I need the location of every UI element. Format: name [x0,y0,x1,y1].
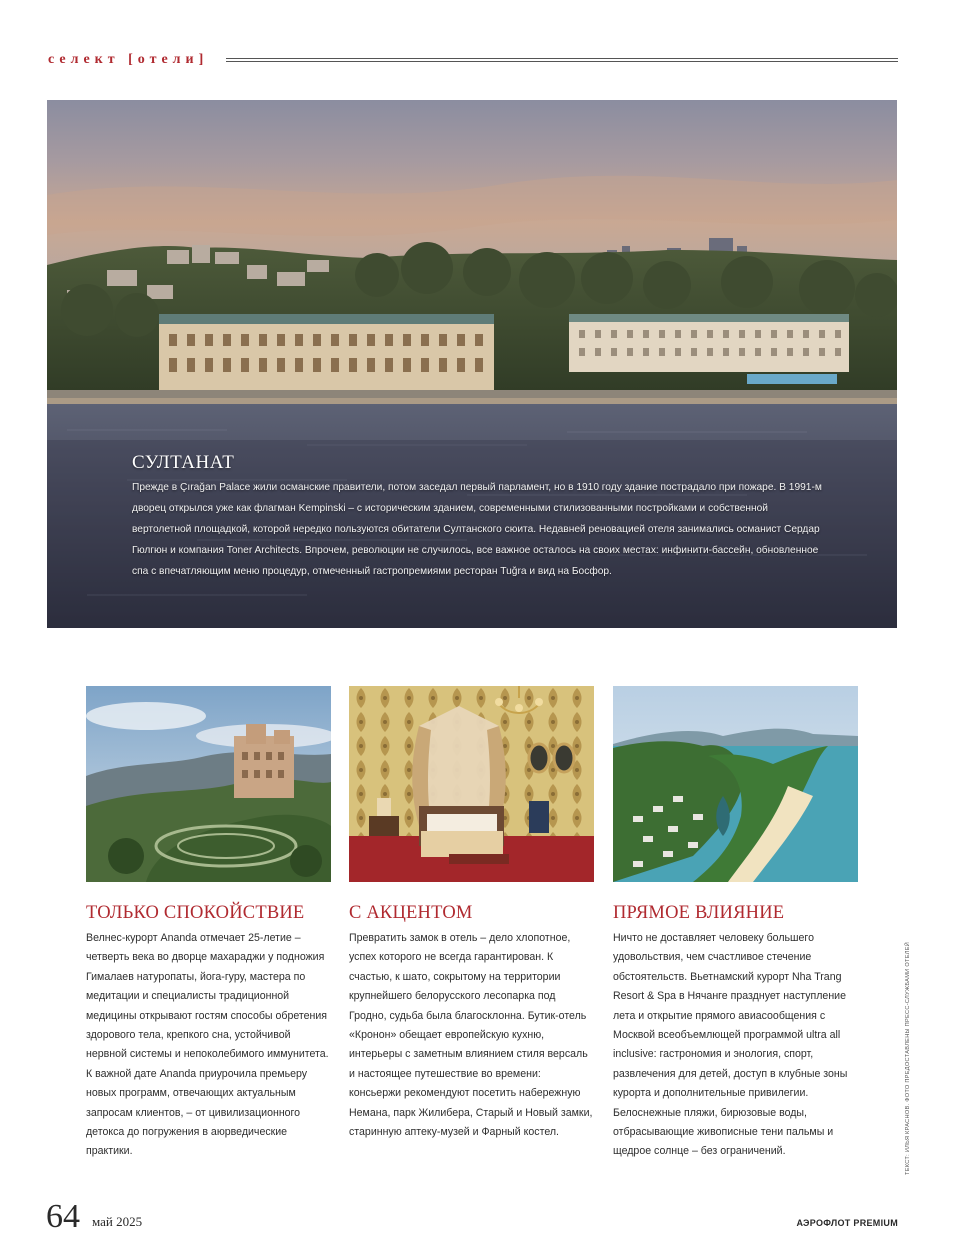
article-ananda [86,686,331,1162]
ananda-title: ТОЛЬКО СПОКОЙСТВИЕ [86,903,305,923]
section-label: селект [отели] [48,52,209,67]
article-nhatrang [613,686,858,1162]
nhatrang-title: ПРЯМОЕ ВЛИЯНИЕ [613,903,785,923]
ananda-text: Велнес-курорт Ananda отмечает 25-летие – четверть века во дворце махараджи у подножия Гималаев натуропаты, йога-гуру, мастера по медитации и специалисты традиционной медицины открывают гостям способы обретения здорового тела, крепкого сна, устойчивой нервной системы и непоколебимого иммунитета. К важной дате Ananda приурочила премьеру новых программ, отвечающих актуальным запросам клиентов, – от цивилизационного детокса до погружения в аюрведические практики. [86,932,329,1158]
issue-date: май 2025 [92,1214,143,1229]
nhatrang-text: Ничто не доставляет человеку большего удовольствия, чем счастливое стечение обстоятельств. Вьетнамский курорт Nha Trang Resort & Spa в Нячанге празднует наступление лета и открытие прямого авиасообщения с Москвой всеобъемлющей программой ultra all inclusive: гастрономия и энология, спорт, развлечения для детей, доступ в клубные зоны курорта и дополнительные привилегии. Белоснежные пляжи, бирюзовые воды, отбрасывающие живописные тени пальмы и щедрое солнце – без ограничений. [613,932,848,1158]
page-number: 64 [46,1198,80,1235]
magazine-brand: АЭРОФЛОТ PREMIUM [796,1218,898,1228]
ananda-photo [86,686,331,882]
hero-title: СУЛТАНАТ [132,452,235,473]
hero-text: Прежде в Çırağan Palace жили османские правители, потом заседал первый парламент, но в 1910 году здание пострадало при пожаре. В 1991-м дворец открылся уже как флагман Kempinski – с историческим зданием, современными стилизованными постройками и собственной вертолетной площадкой, которой нередко пользуются обитатели Султанского сюита. Недавней реновацией отеля занимались османист Сердар Гюлгюн и компания Toner Architects. Впрочем, революции не случилось, все важное осталось на своих местах: инфинити-бассейн, обновленное спа с впечатляющим меню процедур, отмеченный гастропремиями ресторан Tuğra и вид на Босфор. [132,482,822,577]
hero-caption [132,452,822,582]
page-header [48,48,898,72]
header-rule [226,58,898,62]
kronon-text: Превратить замок в отель – дело хлопотное, успех которого не всегда гарантирован. К счастью, к шато, сокрытому на территории крупнейшего белорусского лесопарка под Гродно, судьба была благосклонна. Бутик-отель «Кронон» обещает европейскую кухню, интерьеры с заметным влиянием стиля версаль и настоящее путешествие во времени: консьержи рекомендуют посетить набережную Немана, парк Жилибера, Старый и Новый замки, старинную аптеку-музей и Фарный костел. [349,932,593,1139]
nhatrang-photo [613,686,858,882]
hero-photo [47,100,897,628]
kronon-title: С АКЦЕНТОМ [349,903,473,923]
photo-credit: ТЕКСТ: ИЛЬЯ КРАСНОВ. ФОТО ПРЕДОСТАВЛЕНЫ ПРЕСС-СЛУЖБАМИ ОТЕЛЕЙ [905,941,911,1175]
kronon-photo [349,686,594,882]
article-kronon [349,686,594,1142]
